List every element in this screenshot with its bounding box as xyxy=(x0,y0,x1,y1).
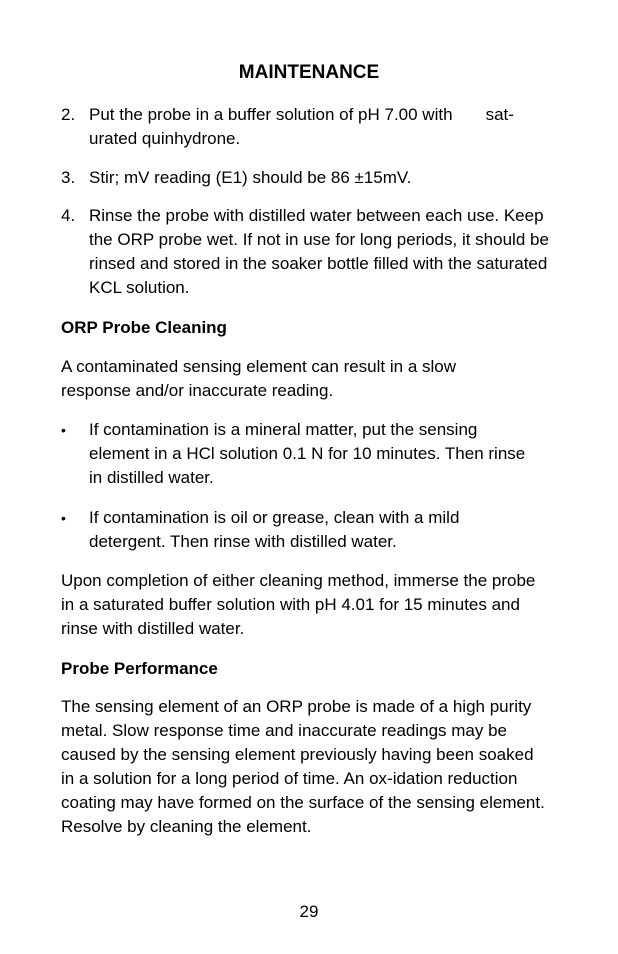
bullet-item xyxy=(61,506,561,554)
bullet-icon: • xyxy=(61,510,66,526)
bullet-text: If contamination is a mineral matter, put the sensing element in a HCl solution 0.1 N for 10 minutes. Then rinse in distilled water. xyxy=(89,420,526,487)
step-text: Stir; mV reading (E1) should be 86 ±15mV. xyxy=(89,168,412,187)
section-heading-cleaning: ORP Probe Cleaning xyxy=(61,318,227,337)
performance-text: The sensing element of an ORP probe is made of a high purity metal. Slow response time and inaccurate readings may be caused by the sensing element previously having been soaked in a solution for a long period of time. An ox-idation reduction coating may have formed on the surface of the sensing element. Resolve by cleaning the element. xyxy=(61,697,545,836)
step-number: 2. xyxy=(61,105,76,124)
step-text: Rinse the probe with distilled water between each use. Keep the ORP probe wet. If not in use for long periods, it should be rinsed and stored in the soaker bottle filled with the saturated KCL solution. xyxy=(89,206,549,297)
bullet-icon: • xyxy=(61,422,66,438)
step-number: 3. xyxy=(61,168,76,187)
step-item-4 xyxy=(61,204,561,300)
bullet-text: If contamination is oil or grease, clean with a mild detergent. Then rinse with distilled water. xyxy=(89,508,460,551)
bullet-item xyxy=(61,418,561,490)
page-title: MAINTENANCE xyxy=(238,62,380,83)
cleaning-intro: A contaminated sensing element can result in a slow response and/or inaccurate reading. xyxy=(61,357,457,400)
step-item-2 xyxy=(61,103,561,151)
step-number: 4. xyxy=(61,206,76,225)
step-item-3 xyxy=(61,166,561,190)
cleaning-completion: Upon completion of either cleaning method, immerse the probe in a saturated buffer solution with pH 4.01 for 15 minutes and rinse with distilled water. xyxy=(61,571,536,638)
step-text: Put the probe in a buffer solution of pH 7.00 with sat- urated quinhydrone. xyxy=(89,105,514,148)
page-number: 29 xyxy=(299,902,319,921)
section-heading-performance: Probe Performance xyxy=(61,659,218,678)
